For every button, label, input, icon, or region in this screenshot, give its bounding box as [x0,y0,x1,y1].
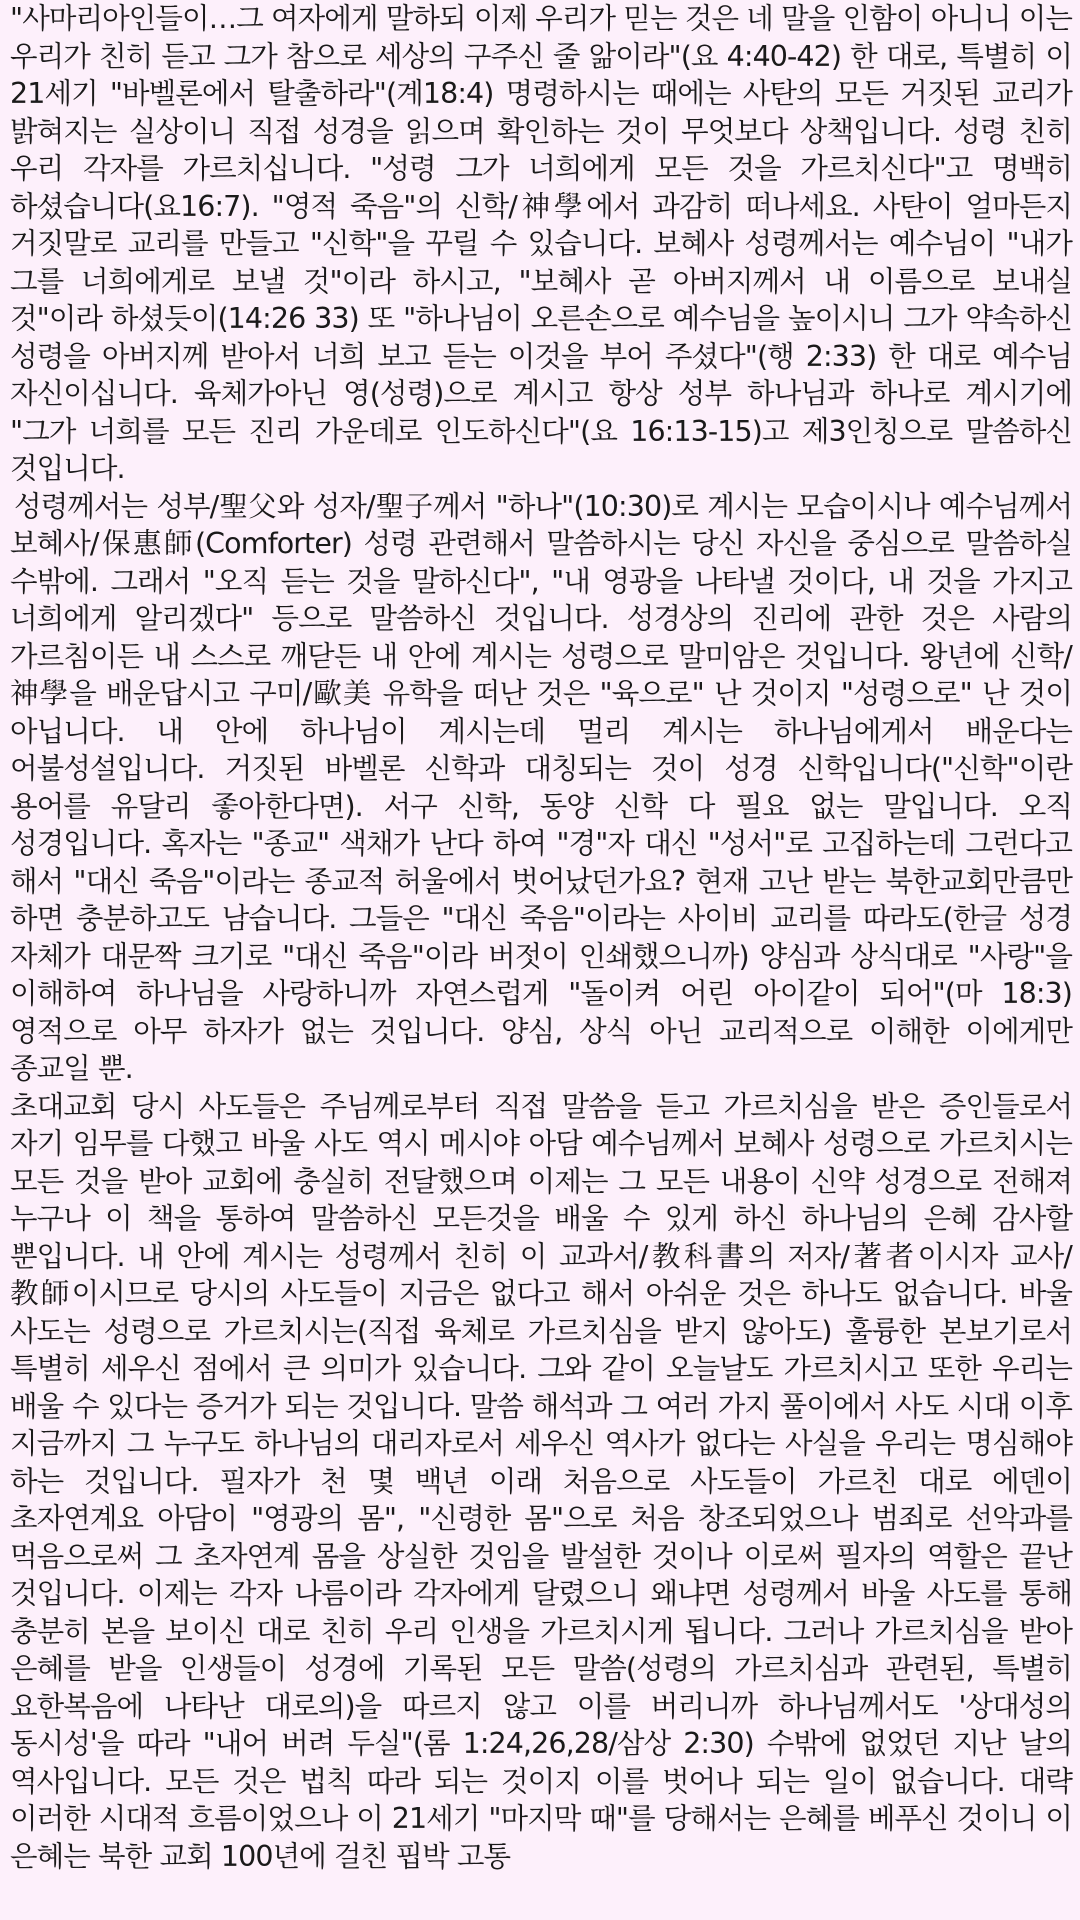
paragraph-2: 성령께서는 성부/聖父와 성자/聖子께서 "하나"(10:30)로 계시는 모습이시나 예수님께서 보혜사/保惠師(Comforter) 성령 관련해서 말씀하시는 당신 자신을 중심으로 말씀하실 수밖에. 그래서 "오직 듣는 것을 말하신다", "내 영광을 나타낼 것이다, 내 것을 가지고 너희에게 알리겠다" 등으로 말씀하신 것입니다. 성경상의 진리에 관한 것은 사람의 가르침이든 내 스스로 깨닫든 내 안에 계시는 성령으로 말미암은 것입니다. 왕년에 신학/神學을 배운답시고 구미/歐美 유학을 떠난 것은 "육으로" 난 것이지 "성령으로" 난 것이 아닙니다. 내 안에 하나님이 계시는데 멀리 계시는 하나님에게서 배운다는 어불성설입니다. 거짓된 바벨론 신학과 대칭되는 것이 성경 신학입니다("신학"이란 용어를 유달리 좋아한다면). 서구 신학, 동양 신학 다 필요 없는 말입니다. 오직 성경입니다. 혹자는 "종교" 색채가 난다 하여 "경"자 대신 "성서"로 고집하는데 그런다고 해서 "대신 죽음"이라는 종교적 허울에서 벗어났던가요? 현재 고난 받는 북한교회만큼만 하면 충분하고도 남습니다. 그들은 "대신 죽음"이라는 사이비 교리를 따라도(한글 성경 자체가 대문짝 크기로 "대신 죽음"이라 버젓이 인쇄했으니까) 양심과 상식대로 "사랑"을 이해하여 하나님을 사랑하니까 자연스럽게 "돌이켜 어린 아이같이 되어"(마 18:3) 영적으로 아무 하자가 없는 것입니다. 양심, 상식 아닌 교리적으로 이해한 이에게만 종교일 뿐. [10,489,1072,1085]
paragraph-3: 초대교회 당시 사도들은 주님께로부터 직접 말씀을 듣고 가르치심을 받은 증인들로서 자기 임무를 다했고 바울 사도 역시 메시야 아담 예수님께서 보혜사 성령으로 가르치시는 모든 것을 받아 교회에 충실히 전달했으며 이제는 그 모든 내용이 신약 성경으로 전해져 누구나 이 책을 통하여 말씀하신 모든것을 배울 수 있게 하신 하나님의 은혜 감사할 뿐입니다. 내 안에 계시는 성령께서 친히 이 교과서/教科書의 저자/著者이시자 교사/教師이시므로 당시의 사도들이 지금은 없다고 해서 아쉬운 것은 하나도 없습니다. 바울 사도는 성령으로 가르치시는(직접 육체로 가르치심을 받지 않아도) 훌륭한 본보기로서 특별히 세우신 점에서 큰 의미가 있습니다. 그와 같이 오늘날도 가르치시고 또한 우리는 배울 수 있다는 증거가 되는 것입니다. 말씀 해석과 그 여러 가지 풀이에서 사도 시대 이후 지금까지 그 누구도 하나님의 대리자로서 세우신 역사가 없다는 사실을 우리는 명심해야 하는 것입니다. 필자가 천 몇 백년 이래 처음으로 사도들이 가르친 대로 에덴이 초자연계요 아담이 "영광의 몸", "신령한 몸"으로 처음 창조되었으나 범죄로 선악과를 먹음으로써 그 초자연계 몸을 상실한 것임을 발설한 것이나 이로써 필자의 역할은 끝난 것입니다. 이제는 각자 나름이라 각자에게 달렸으니 왜냐면 성령께서 바울 사도를 통해 충분히 본을 보이신 대로 친히 우리 인생을 가르치시게 됩니다. 그러나 가르치심을 받아 은혜를 받을 인생들이 성경에 기록된 모든 말씀(성령의 가르치심과 관련된, 특별히 요한복음에 나타난 대로의)을 따르지 않고 이를 버리니까 하나님께서도 '상대성의 동시성'을 따라 "내어 버려 두실"(롬 1:24,26,28/삼상 2:30) 수밖에 없었던 지난 날의 역사입니다. 모든 것은 법칙 따라 되는 것이지 이를 벗어나 되는 일이 없습니다. 대략 이러한 시대적 흐름이었으나 이 21세기 "마지막 때"를 당해서는 은혜를 베푸신 것이니 이 은혜는 북한 교회 100년에 걸친 핍박 고통 [10,1089,1072,1873]
paragraph-1: "사마리아인들이…그 여자에게 말하되 이제 우리가 믿는 것은 네 말을 인함이 아니니 이는 우리가 친히 듣고 그가 참으로 세상의 구주신 줄 앎이라"(요 4:40-42) 한 대로, 특별히 이 21세기 "바벨론에서 탈출하라"(계18:4) 명령하시는 때에는 사탄의 모든 거짓된 교리가 밝혀지는 실상이니 직접 성경을 읽으며 확인하는 것이 무엇보다 상책입니다. 성령 친히 우리 각자를 가르치십니다. "성령 그가 너희에게 모든 것을 가르치신다"고 명백히 하셨습니다(요16:7). "영적 죽음"의 신학/神學에서 과감히 떠나세요. 사탄이 얼마든지 거짓말로 교리를 만들고 "신학"을 꾸릴 수 있습니다. 보혜사 성령께서는 예수님이 "내가 그를 너희에게로 보낼 것"이라 하시고, "보혜사 곧 아버지께서 내 이름으로 보내실 것"이라 하셨듯이(14:26 33) 또 "하나님이 오른손으로 예수님을 높이시니 그가 약속하신 성령을 아버지께 받아서 너희 보고 듣는 이것을 부어 주셨다"(행 2:33) 한 대로 예수님 자신이십니다. 육체가아닌 영(성령)으로 계시고 항상 성부 하나님과 하나로 계시기에 "그가 너희를 모든 진리 가운데로 인도하신다"(요 16:13-15)고 제3인칭으로 말씀하신 것입니다. [10,2,1072,485]
